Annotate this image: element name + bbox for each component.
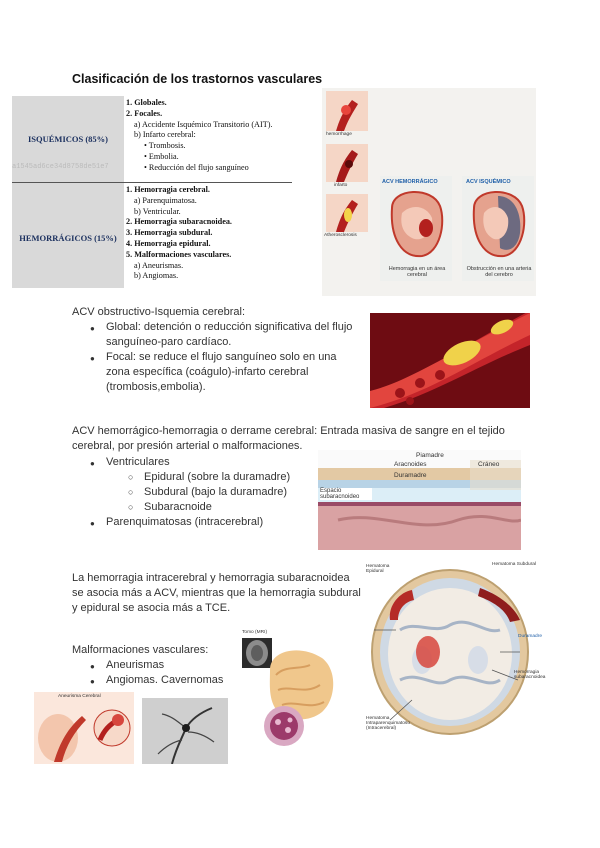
ischemic-section bbox=[72, 305, 362, 395]
list-item: a) Aneurismas. bbox=[134, 260, 184, 270]
aneurysm-label: Aneurisma Cerebral bbox=[58, 694, 101, 699]
artery-clot-image bbox=[370, 313, 530, 408]
list-item: 3. Hemorragia subdural. bbox=[126, 228, 213, 238]
list-item: • Reducción del flujo sanguíneo bbox=[144, 162, 249, 172]
list-item: • Embolia. bbox=[144, 151, 179, 161]
skull-hemorrhage-diagram bbox=[360, 560, 546, 742]
hemorrhagic-heading: ACV hemorrágico-hemorragia o derrame cerebral: Entrada masiva de sangre en el tejido cerebral, por presión arterial o malformaciones. bbox=[72, 425, 505, 452]
sub-subdural: ○ Subdural (bajo la duramadre) bbox=[126, 485, 328, 500]
meninges-label: Piamadre bbox=[416, 452, 444, 459]
bullet-aneurismas: ● Aneurismas bbox=[88, 658, 242, 673]
skull-label: Hematoma Epidural bbox=[366, 564, 390, 574]
list-item: a) Parenquimatosa. bbox=[134, 195, 197, 205]
acv-ischemic-header: ACV ISQUÉMICO bbox=[466, 179, 511, 185]
meninges-label: Espacio subaracnoideo bbox=[320, 488, 372, 500]
list-item: 1. Hemorragia cerebral. bbox=[126, 185, 210, 194]
list-item: b) Infarto cerebral: bbox=[134, 130, 196, 140]
list-item: b) Angiomas. bbox=[134, 271, 179, 281]
list-item: 2. Hemorragia subaracnoidea. bbox=[126, 217, 232, 227]
angiography-image bbox=[142, 698, 228, 764]
aneurysm-figure bbox=[34, 692, 134, 764]
acv-ischemic-caption: Obstrucción en una arteria del cerebro bbox=[466, 266, 532, 278]
list-item: 2. Focales. bbox=[126, 108, 163, 118]
meninges-label: Cráneo bbox=[478, 461, 500, 468]
acv-illustration bbox=[322, 88, 536, 296]
ischemic-heading: ACV obstructivo-Isquemia cerebral: bbox=[72, 306, 246, 318]
list-item: 1. Globales. bbox=[126, 98, 167, 107]
page-title: Clasificación de los trastornos vasculares bbox=[72, 72, 323, 86]
bullet-global: ● Global: detención o reducción significativa del flujo sanguíneo-paro cardíaco. bbox=[88, 320, 362, 350]
ischemic-list bbox=[126, 98, 272, 174]
bullet-focal: ● Focal: se reduce el flujo sanguíneo solo en una zona específica (coágulo)-infarto cerebral (trombosis,embolia). bbox=[88, 350, 362, 395]
sub-epidural: ○ Epidural (sobre la duramadre) bbox=[126, 470, 328, 485]
list-item: a) Accidente Isquémico Transitorio (AIT). bbox=[134, 119, 273, 129]
hemorrhagic-list bbox=[88, 455, 328, 530]
hemorrhagic-label: HEMORRÁGICOS (15%) bbox=[19, 233, 117, 243]
bullet-angiomas: ● Angiomas. Cavernomas bbox=[88, 673, 242, 688]
acv-hemorrhagic-header: ACV HEMORRÁGICO bbox=[382, 179, 438, 185]
list-item: 5. Malformaciones vasculares. bbox=[126, 249, 232, 259]
small-label: infarto bbox=[334, 183, 348, 188]
skull-label: Hematoma Subdural bbox=[492, 562, 536, 567]
brain-angioma-illustration bbox=[240, 630, 338, 752]
ischemic-label: ISQUÉMICOS (85%) bbox=[27, 134, 109, 144]
small-label: Atherosclerosis bbox=[324, 233, 357, 238]
list-item: b) Ventricular. bbox=[134, 206, 181, 216]
malformations-section bbox=[72, 643, 242, 688]
skull-label: Hemorragia subaracnoidea bbox=[514, 670, 546, 680]
watermark: a1545ad6ce34d8758de51e7 bbox=[12, 163, 109, 171]
list-item: 4. Hemorragia epidural. bbox=[126, 238, 211, 248]
skull-label: Hematoma Intraparenquimatoso (Intracerebral) bbox=[366, 716, 410, 731]
small-label: hemorrhage bbox=[326, 132, 352, 137]
bullet-parenquimatosas: ● Parenquimatosas (intracerebral) bbox=[88, 515, 328, 530]
sub-subaracnoide: ○ Subaracnoide bbox=[126, 500, 328, 515]
bullet-ventriculares: ● Ventriculares bbox=[88, 455, 328, 470]
classification-table bbox=[12, 96, 292, 288]
acv-hemorrhagic-caption: Hemorragia en un área cerebral bbox=[388, 266, 446, 278]
skull-label: Duramadre bbox=[518, 634, 542, 639]
meninges-label: Aracnoides bbox=[394, 461, 427, 468]
malformations-heading: Malformaciones vasculares: bbox=[72, 644, 209, 656]
ct-label: Tomo (MRI) bbox=[242, 630, 268, 635]
acv-figure bbox=[322, 88, 536, 296]
meninges-diagram bbox=[318, 450, 521, 550]
table-divider bbox=[12, 182, 292, 183]
list-item: • Trombosis. bbox=[144, 141, 186, 151]
hemorrhagic-list bbox=[126, 185, 232, 282]
meninges-label: Duramadre bbox=[394, 472, 427, 479]
tce-paragraph: La hemorragia intracerebral y hemorragia subaracnoidea se asocia más a ACV, mientras que la hemorragia subdural y epidural se asocia más a TCE. bbox=[72, 572, 361, 614]
